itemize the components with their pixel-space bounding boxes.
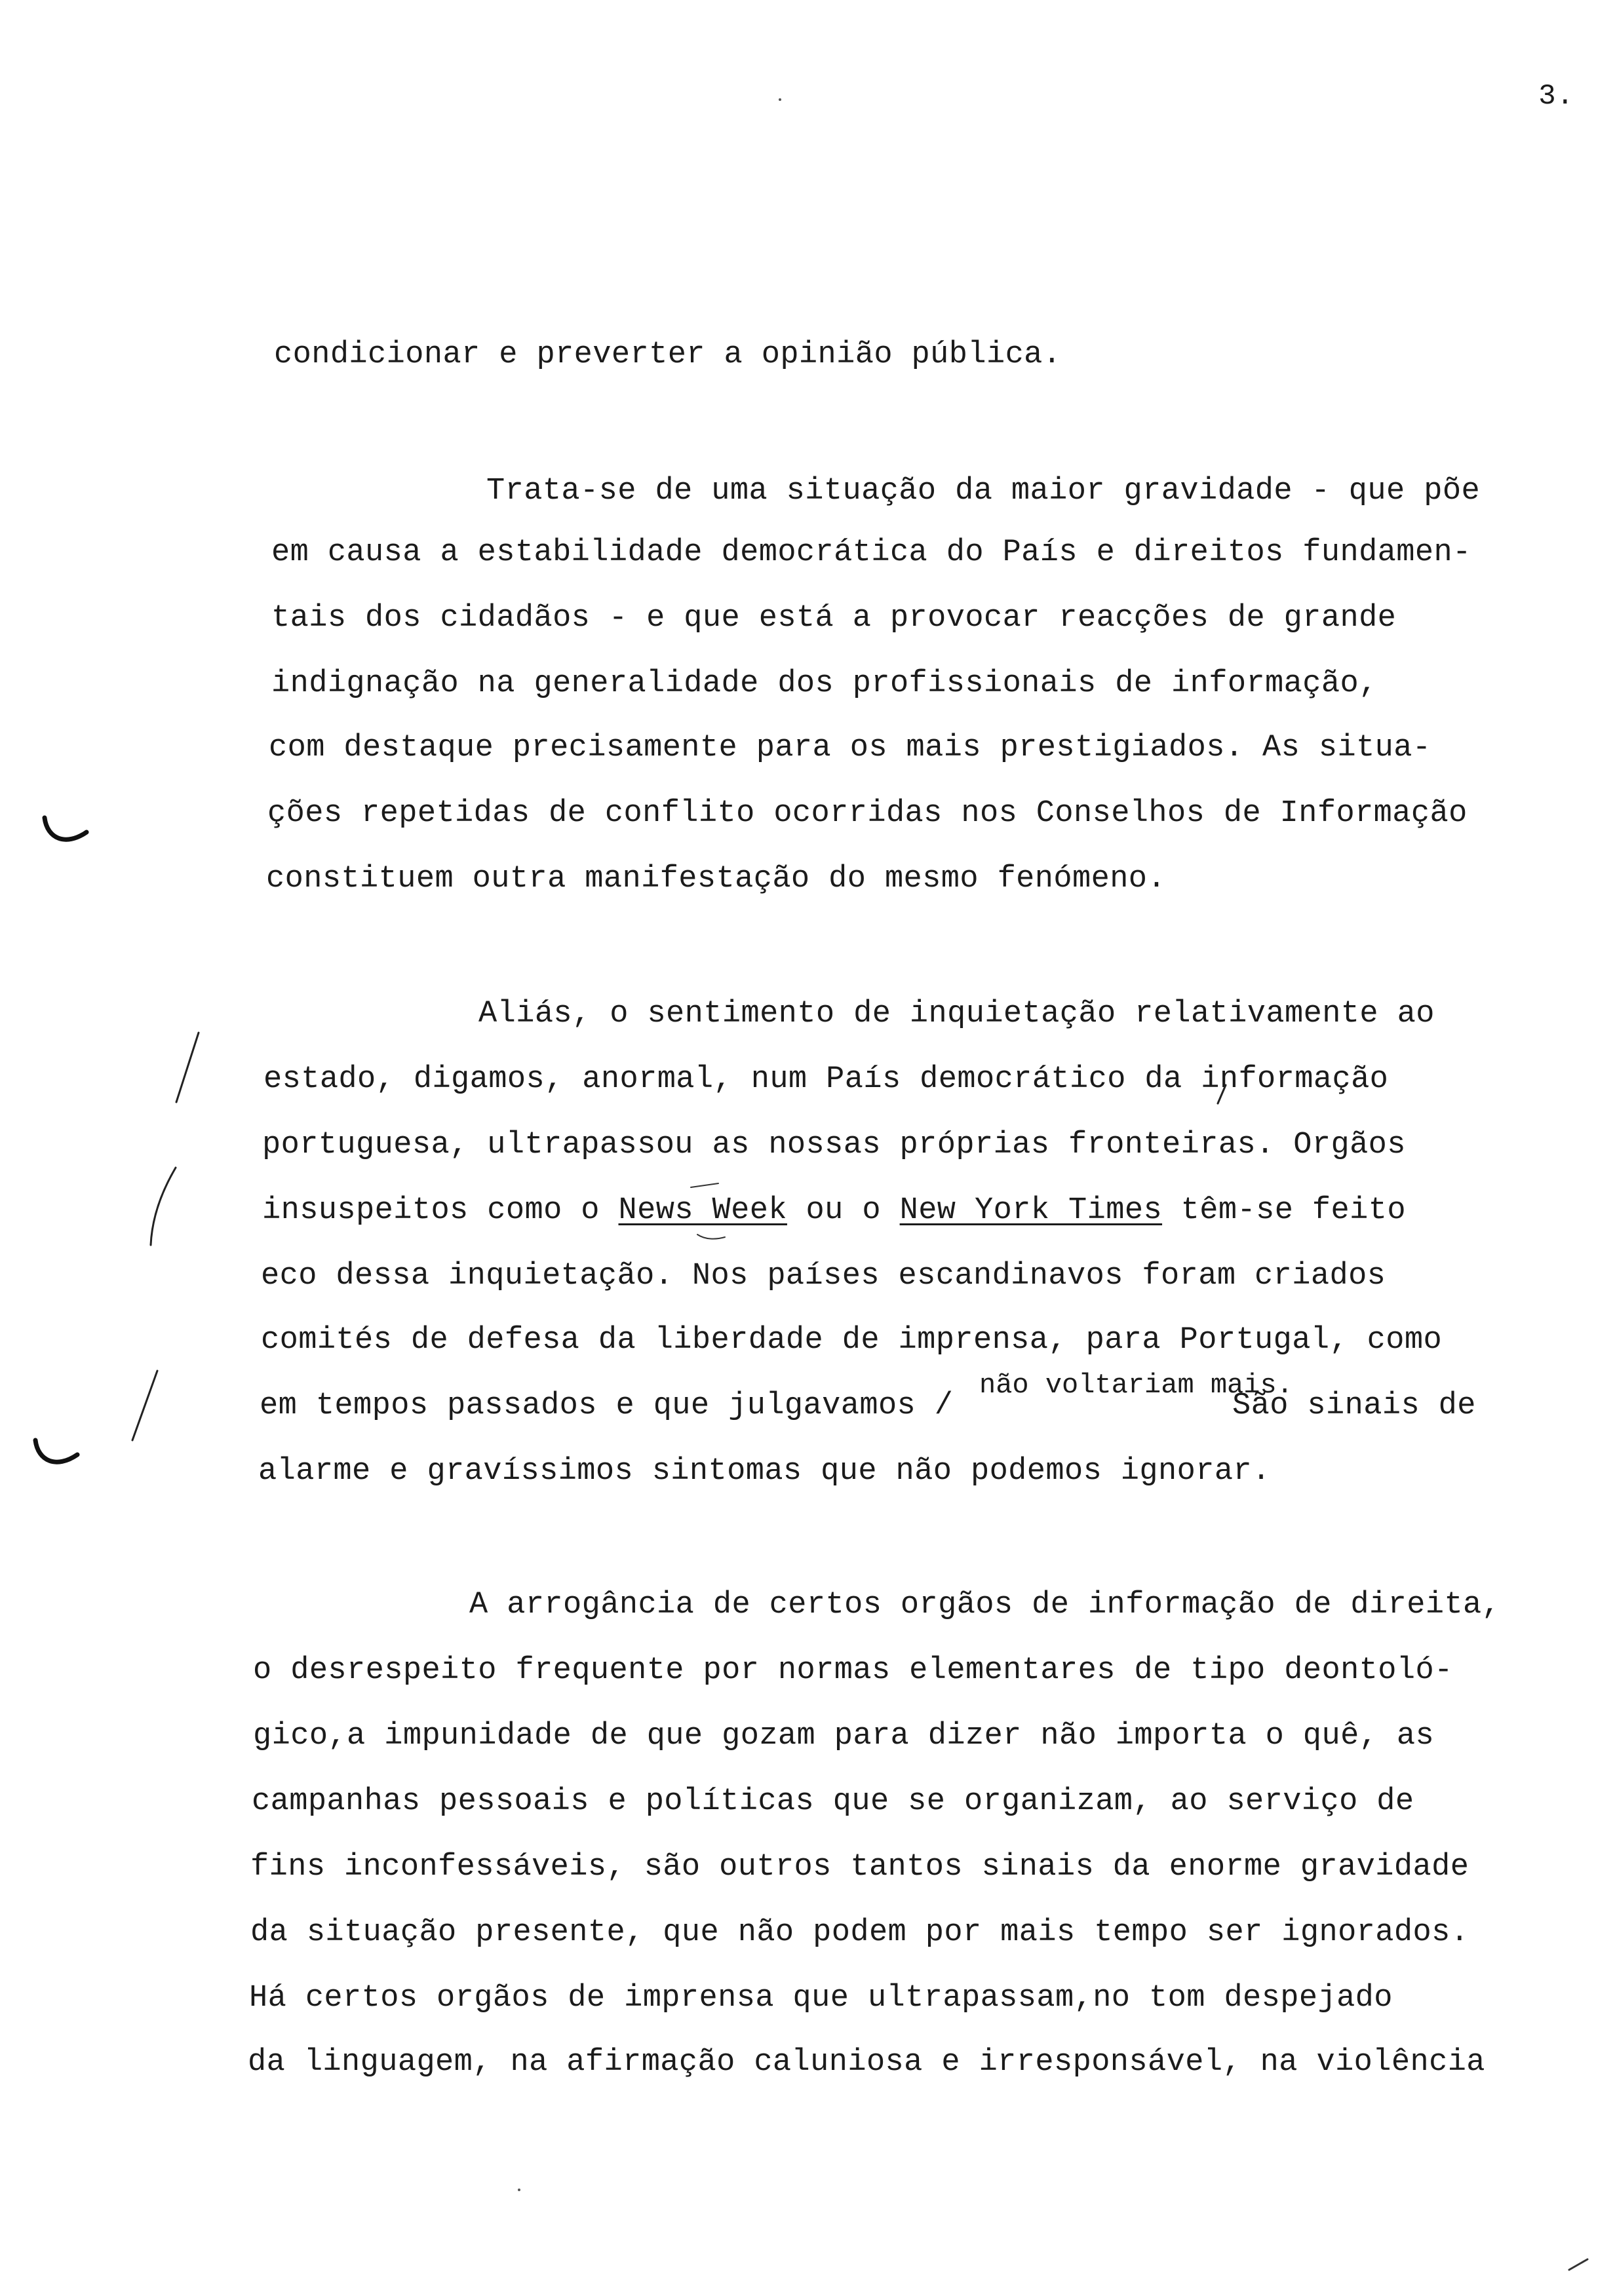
text-segment: em tempos passados e que julgavamos /: [260, 1388, 954, 1423]
text-line-17: A arrogância de certos orgãos de informação de direita,: [469, 1588, 1501, 1622]
text-line-19: gico,a impunidade de que gozam para dizer não importa o quê, as: [253, 1719, 1435, 1753]
text-line-10: estado, digamos, anormal, num País democrático da informação: [263, 1062, 1389, 1097]
corner-mark: [1566, 2254, 1593, 2274]
text-line-3: em causa a estabilidade democrática do País e direitos fundamen-: [271, 535, 1471, 570]
text-line-9: Aliás, o sentimento de inquietação relativamente ao: [478, 997, 1435, 1031]
text-line-with-insertion: [260, 1387, 953, 1426]
text-line-with-titles: [262, 1191, 1406, 1231]
text-line-14: comités de defesa da liberdade de imprensa, para Portugal, como: [261, 1323, 1443, 1358]
correction-mark-below: [695, 1231, 728, 1244]
publication-title-news-week: News Week: [618, 1193, 787, 1228]
text-line-2: Trata-se de uma situação da maior gravidade - que põe: [486, 474, 1481, 508]
text-line-4: tais dos cidadãos - e que está a provocar reacções de grande: [271, 601, 1397, 636]
text-line-7: ções repetidas de conflito ocorridas nos Conselhos de Informação: [267, 796, 1468, 831]
handwritten-insertion: não voltariam mais.: [979, 1369, 1293, 1401]
text-line-20: campanhas pessoais e políticas que se organizam, ao serviço de: [252, 1784, 1414, 1819]
text-line-18: o desrespeito frequente por normas elementares de tipo deontoló-: [253, 1653, 1453, 1688]
margin-check-mark: [30, 1435, 83, 1474]
margin-slash-mark: [125, 1367, 164, 1445]
inserted-comma-mark: [1213, 1081, 1232, 1107]
text-line-24: da linguagem, na afirmação caluniosa e irresponsável, na violência: [248, 2045, 1485, 2080]
text-line-5: indignação na generalidade dos profissionais de informação,: [271, 666, 1378, 701]
text-line-6: com destaque precisamente para os mais prestigiados. As situa-: [269, 731, 1431, 765]
text-line-16: alarme e gravíssimos sintomas que não podemos ignorar.: [258, 1454, 1271, 1489]
text-line-21: fins inconfessáveis, são outros tantos sinais da enorme gravidade: [250, 1850, 1469, 1885]
text-line-23: Há certos orgãos de imprensa que ultrapassam,no tom despejado: [249, 1981, 1393, 2016]
text-segment: têm-se feito: [1162, 1193, 1406, 1228]
text-line-8: constituem outra manifestação do mesmo fenómeno.: [266, 862, 1167, 896]
scan-speck: [779, 98, 781, 101]
scan-speck: [518, 2189, 520, 2191]
margin-check-mark: [39, 813, 92, 852]
publication-title-new-york-times: New York Times: [899, 1193, 1163, 1228]
text-segment: ou o: [787, 1193, 900, 1228]
text-line-1: condicionar e preverter a opinião pública.: [274, 337, 1062, 372]
margin-slash-mark: [167, 1029, 206, 1107]
text-segment-after-insertion: São sinais de: [1232, 1388, 1476, 1423]
page-number: 3.: [1538, 80, 1574, 113]
text-line-13: eco dessa inquietação. Nos países escandinavos foram criados: [261, 1259, 1386, 1293]
text-segment: insuspeitos como o: [262, 1193, 619, 1228]
margin-slash-mark: [143, 1164, 182, 1249]
text-line-22: da situação presente, que não podem por mais tempo ser ignorados.: [250, 1915, 1469, 1950]
text-line-11: portuguesa, ultrapassou as nossas próprias fronteiras. Orgãos: [262, 1128, 1406, 1162]
correction-mark-above: [688, 1178, 721, 1191]
